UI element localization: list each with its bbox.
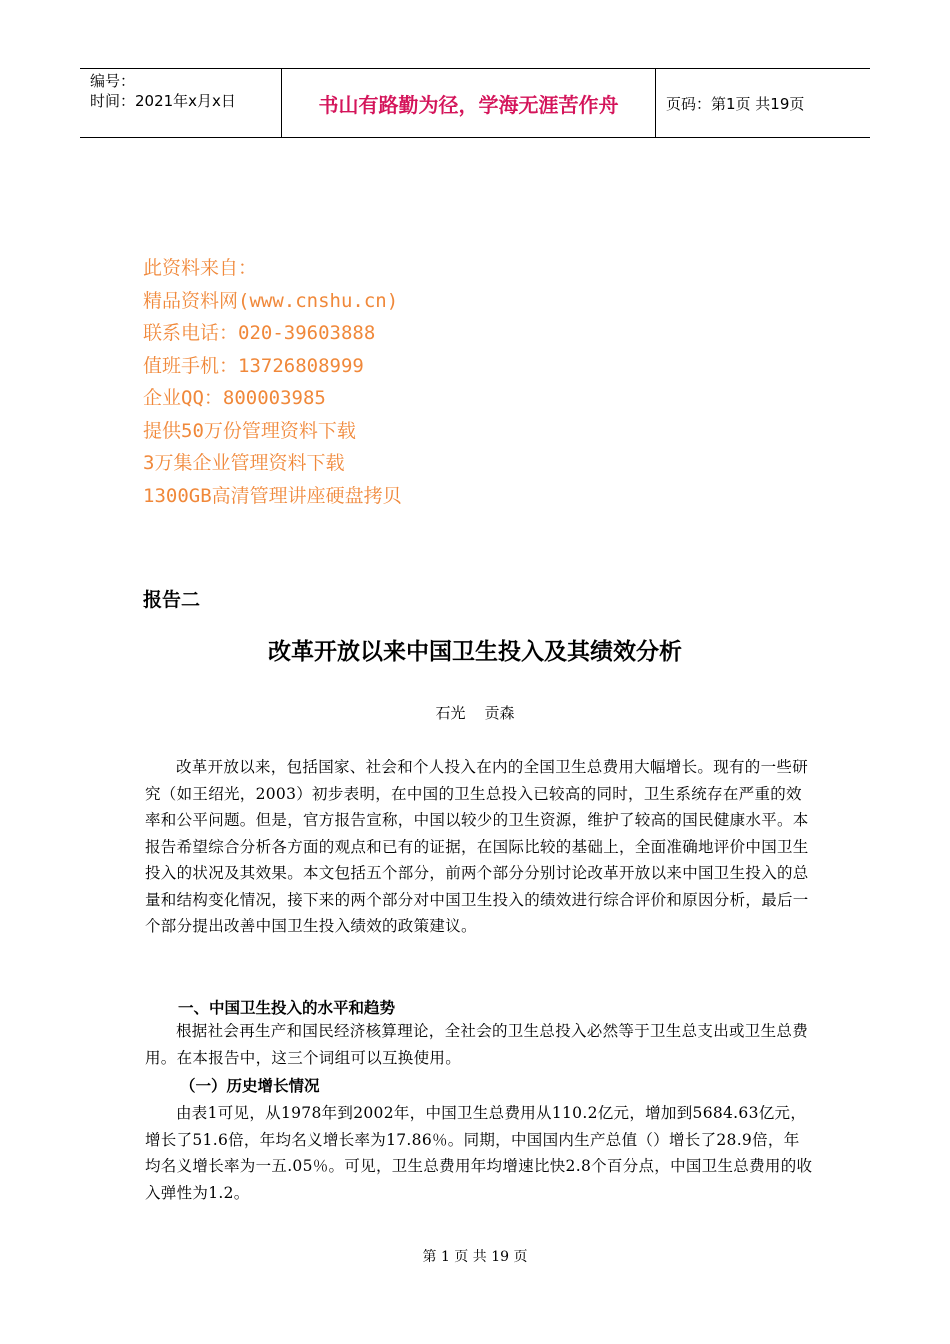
offer-line-2: 3万集企业管理资料下载 xyxy=(143,452,345,474)
authors: 石光 贡森 xyxy=(435,704,515,722)
document-title: 改革开放以来中国卫生投入及其绩效分析 xyxy=(268,639,682,665)
offer-line-3: 1300GB高清管理讲座硬盘拷贝 xyxy=(143,484,402,507)
report-label: 报告二 xyxy=(143,589,201,611)
page-footer: 第 1 页 共 19 页 xyxy=(422,1249,528,1265)
header-meta-cell xyxy=(80,69,282,137)
number-label: 编号： xyxy=(90,72,136,90)
page-header xyxy=(80,68,870,138)
source-info-block xyxy=(143,252,402,512)
qq-line: 企业QQ：800003985 xyxy=(143,387,326,409)
section-1-paragraph: 根据社会再生产和国民经济核算理论，全社会的卫生总投入必然等于卫生总支出或卫生总费用。在本报告中，这三个词组可以互换使用。 xyxy=(145,1022,809,1067)
intro-paragraph: 改革开放以来，包括国家、社会和个人投入在内的全国卫生总费用大幅增长。现有的一些研究（如王绍光，2003）初步表明，在中国的卫生总投入已较高的同时，卫生系统存在严重的效率和公平问题。但是，官方报告宣称，中国以较少的卫生资源，维护了较高的国民健康水平。本报告希望综合分析各方面的观点和已有的证据，在国际比较的基础上，全面准确地评价中国卫生投入的状况及其效果。本文包括五个部分，前两个部分分别讨论改革开放以来中国卫生投入的总量和结构变化情况，接下来的两个部分对中国卫生投入的绩效进行综合评价和原因分析，最后一个部分提出改善中国卫生投入绩效的政策建议。 xyxy=(145,758,809,935)
subsection-1-heading: （一）历史增长情况 xyxy=(180,1077,320,1095)
header-motto: 书山有路勤为径，学海无涯苦作舟 xyxy=(282,69,656,137)
time-label: 时间：2021年x月x日 xyxy=(90,92,236,110)
subsection-1-block xyxy=(145,1100,815,1206)
section-1-heading: 一、中国卫生投入的水平和趋势 xyxy=(178,999,396,1017)
source-site-line: 精品资料网(www.cnshu.cn) xyxy=(143,289,399,312)
intro-paragraph-block xyxy=(145,754,815,940)
offer-line-1: 提供50万份管理资料下载 xyxy=(143,419,356,442)
section-1-block xyxy=(145,1018,815,1071)
source-line: 此资料来自： xyxy=(143,257,258,279)
mobile-line: 值班手机：13726808999 xyxy=(143,354,364,377)
subsection-1-paragraph: 由表1可见，从1978年到2002年，中国卫生总费用从110.2亿元，增加到5684.63亿元，增长了51.6倍，年均名义增长率为17.86％。同期，中国国内生产总值（）增长了28.9倍，年均名义增长率为一五.05％。可见，卫生总费用年均增速比快2.8个百分点，中国卫生总费用的收入弹性为1.2。 xyxy=(145,1104,813,1202)
phone-line: 联系电话：020-39603888 xyxy=(143,322,376,344)
header-page-info: 页码：第1页 共19页 xyxy=(666,94,805,113)
